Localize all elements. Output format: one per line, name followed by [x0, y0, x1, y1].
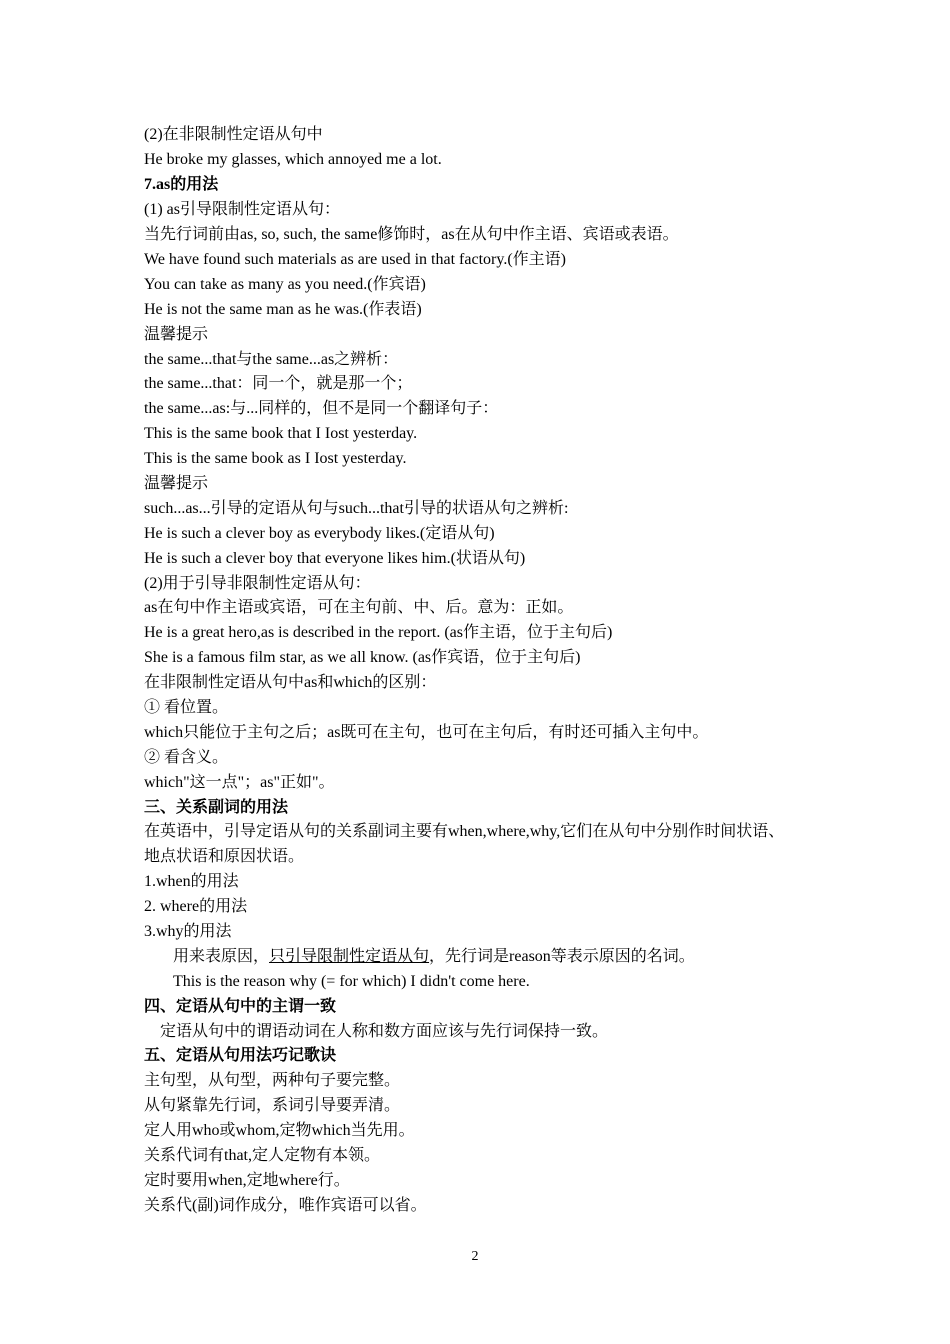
- paragraph-text: 在英语中，引导定语从句的关系副词主要有when,where,why,它们在从句中分别作时间状语、: [144, 823, 785, 840]
- mnemonic-line: 关系代(副)词作成分，唯作宾语可以省。: [144, 1197, 427, 1214]
- mnemonic-line: 主句型，从句型，两种句子要完整。: [144, 1072, 401, 1089]
- mnemonic-line: 定时要用when,定地where行。: [144, 1172, 350, 1189]
- rule-text: as在句中作主语或宾语，可在主句前、中、后。意为：正如。: [144, 599, 574, 616]
- example-sentence: This is the reason why (= for which) I didn't come here.: [173, 973, 530, 990]
- subheading-where: 2. where的用法: [144, 898, 248, 915]
- example-sentence: You can take as many as you need.(作宾语): [144, 276, 426, 293]
- why-usage-underlined: 只引导限制性定语从句: [269, 948, 430, 965]
- why-usage-prefix: 用来表原因，: [173, 948, 270, 965]
- example-sentence: We have found such materials as are used in that factory.(作主语): [144, 251, 566, 268]
- example-sentence: He broke my glasses, which annoyed me a lot.: [144, 151, 442, 168]
- paragraph-text: 地点状语和原因状语。: [144, 848, 305, 865]
- tip-label: 温馨提示: [144, 475, 209, 492]
- tip-label: 温馨提示: [144, 326, 209, 343]
- tip-text: the same...that与the same...as之辨析：: [144, 351, 399, 368]
- subheading-as-nonrestrictive: (2)用于引导非限制性定语从句：: [144, 575, 371, 592]
- section-heading-as-usage: 7.as的用法: [144, 176, 219, 193]
- tip-text: the same...that：同一个，就是那一个；: [144, 375, 413, 392]
- example-sentence: He is such a clever boy that everyone likes him.(状语从句): [144, 550, 526, 567]
- rule-text: 在非限制性定语从句中as和which的区别：: [144, 674, 437, 691]
- why-usage-text: [173, 945, 695, 969]
- page-number: 2: [471, 1249, 479, 1264]
- example-sentence: He is such a clever boy as everybody likes.(定语从句): [144, 525, 495, 542]
- why-usage-suffix: ，先行词是reason等表示原因的名词。: [429, 948, 695, 965]
- rule-text: which"这一点"；as"正如"。: [144, 774, 335, 791]
- tip-text: the same...as:与...同样的，但不是同一个翻译句子：: [144, 400, 499, 417]
- example-sentence: He is a great hero,as is described in the report. (as作主语，位于主句后): [144, 624, 613, 641]
- section-heading-relative-adverbs: 三、关系副词的用法: [144, 799, 289, 816]
- section-heading-mnemonic: 五、定语从句用法巧记歌诀: [144, 1047, 337, 1064]
- subheading-nonrestrictive: (2)在非限制性定语从句中: [144, 126, 323, 143]
- rule-text: which只能位于主句之后；as既可在主句，也可在主句后，有时还可插入主句中。: [144, 724, 709, 741]
- subheading-as-restrictive: (1) as引导限制性定语从句：: [144, 201, 340, 218]
- example-sentence: She is a famous film star, as we all know. (as作宾语，位于主句后): [144, 649, 581, 666]
- example-sentence: This is the same book that I Iost yesterday.: [144, 425, 418, 442]
- mnemonic-line: 定人用who或whom,定物which当先用。: [144, 1122, 415, 1139]
- list-item: ② 看含义。: [144, 749, 229, 766]
- example-sentence: This is the same book as I Iost yesterday.: [144, 450, 407, 467]
- list-item: ① 看位置。: [144, 699, 229, 716]
- mnemonic-line: 关系代词有that,定人定物有本领。: [144, 1147, 380, 1164]
- paragraph-text: 定语从句中的谓语动词在人称和数方面应该与先行词保持一致。: [160, 1023, 609, 1040]
- section-heading-agreement: 四、定语从句中的主谓一致: [144, 998, 337, 1015]
- subheading-why: 3.why的用法: [144, 923, 232, 940]
- example-sentence: He is not the same man as he was.(作表语): [144, 301, 422, 318]
- tip-text: such...as...引导的定语从句与such...that引导的状语从句之辨析:: [144, 500, 569, 517]
- rule-text: 当先行词前由as, so, such, the same修饰时，as在从句中作主语、宾语或表语。: [144, 226, 679, 243]
- mnemonic-line: 从句紧靠先行词，系词引导要弄清。: [144, 1097, 401, 1114]
- subheading-when: 1.when的用法: [144, 873, 239, 890]
